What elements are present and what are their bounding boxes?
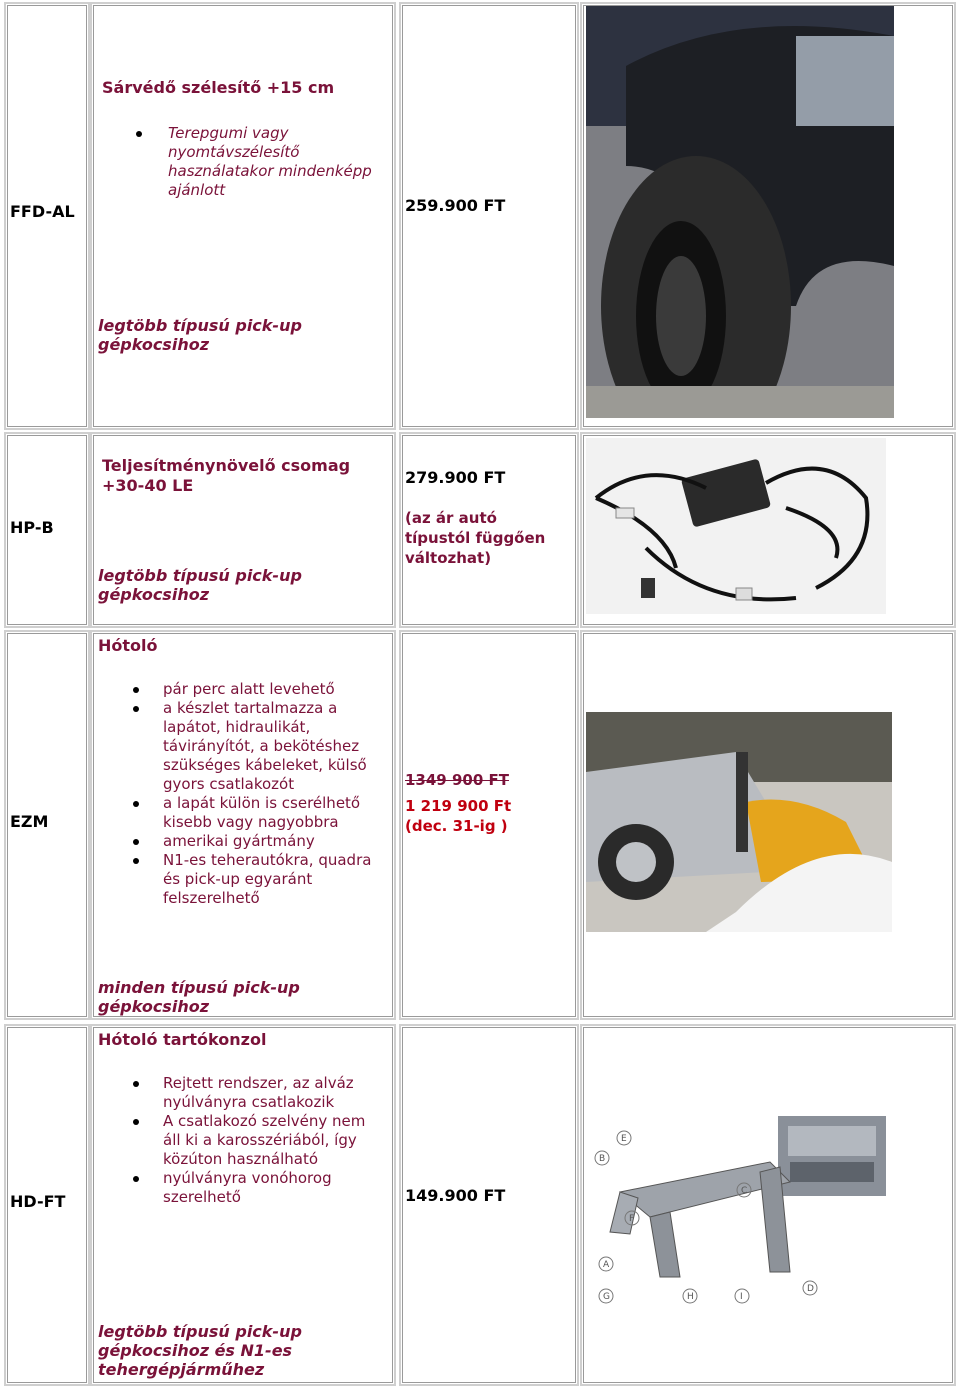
- list-item: a lapát külön is cserélhető kisebb vagy nagyobbra: [133, 794, 393, 832]
- product-title: Teljesítménynövelő csomag +30-40 LE: [102, 456, 351, 495]
- list-item: a készlet tartalmazza a lapátot, hidraulikát, távirányítót, a bekötéshez szükséges kábeleket, külső gyors csatlakozót: [133, 699, 393, 794]
- price: 279.900 FT: [405, 468, 506, 487]
- row-ffd-al-desc-cell: [90, 2, 396, 430]
- svg-text:C: C: [741, 1186, 748, 1196]
- bullet-icon: [133, 1081, 139, 1087]
- list-item: Rejtett rendszer, az alváz nyúlványra csatlakozik: [133, 1074, 383, 1112]
- row-ffd-al-price-cell: [399, 2, 579, 430]
- bullet-icon: [133, 839, 139, 845]
- product-code: FFD-AL: [10, 202, 75, 221]
- compatibility-note: legtöbb típusú pick-up gépkocsihoz és N1-es tehergépjárműhez: [98, 1322, 302, 1379]
- svg-text:A: A: [603, 1260, 610, 1270]
- snow-plow-photo: [586, 712, 892, 932]
- product-code: HD-FT: [10, 1192, 66, 1211]
- product-title: Hótoló: [98, 636, 158, 655]
- price-note: (az ár autó típustól függően változhat): [405, 509, 546, 567]
- bullet-icon: [136, 131, 142, 137]
- bullet-icon: [133, 801, 139, 807]
- list-item: Terepgumi vagy nyomtávszélesítő használatakor mindenképp ajánlott: [136, 124, 386, 200]
- product-code: HP-B: [10, 518, 54, 537]
- product-title: Hótoló tartókonzol: [98, 1030, 267, 1049]
- svg-text:F: F: [629, 1214, 635, 1224]
- svg-text:D: D: [807, 1284, 814, 1294]
- promo-date: (dec. 31-ig ): [405, 817, 508, 835]
- product-code: EZM: [10, 812, 49, 831]
- compatibility-note: legtöbb típusú pick-up gépkocsihoz: [98, 316, 302, 354]
- compatibility-note: minden típusú pick-up gépkocsihoz: [98, 978, 300, 1016]
- old-price: 1349 900 FT: [405, 771, 509, 789]
- bullet-icon: [133, 687, 139, 693]
- svg-text:H: H: [687, 1292, 694, 1302]
- bullet-icon: [133, 1119, 139, 1125]
- compatibility-note: legtöbb típusú pick-up gépkocsihoz: [98, 566, 302, 604]
- list-item: nyúlványra vonóhorog szerelhető: [133, 1169, 383, 1207]
- svg-text:I: I: [740, 1292, 743, 1302]
- svg-text:G: G: [603, 1292, 610, 1302]
- list-item: amerikai gyártmány: [133, 832, 393, 851]
- feature-list: [136, 124, 386, 200]
- truck-fender-photo: [586, 6, 894, 418]
- feature-list: [133, 680, 393, 908]
- list-item: pár perc alatt levehető: [133, 680, 393, 699]
- bullet-icon: [133, 1176, 139, 1182]
- bullet-icon: [133, 858, 139, 864]
- svg-text:B: B: [599, 1154, 606, 1164]
- sale-price: 1 219 900 Ft: [405, 797, 512, 815]
- list-item: N1-es teherautókra, quadra és pick-up egyaránt felszerelhető: [133, 851, 393, 908]
- wiring-harness-photo: [586, 438, 886, 614]
- list-item: A csatlakozó szelvény nem áll ki a karosszériából, így közúton használható: [133, 1112, 383, 1169]
- product-title: Sárvédő szélesítő +15 cm: [102, 78, 335, 97]
- feature-list: [133, 1074, 383, 1207]
- mount-bracket-diagram: [590, 1112, 890, 1308]
- bullet-icon: [133, 706, 139, 712]
- svg-text:E: E: [621, 1134, 627, 1144]
- price: 259.900 FT: [405, 196, 506, 215]
- price: 149.900 FT: [405, 1186, 506, 1205]
